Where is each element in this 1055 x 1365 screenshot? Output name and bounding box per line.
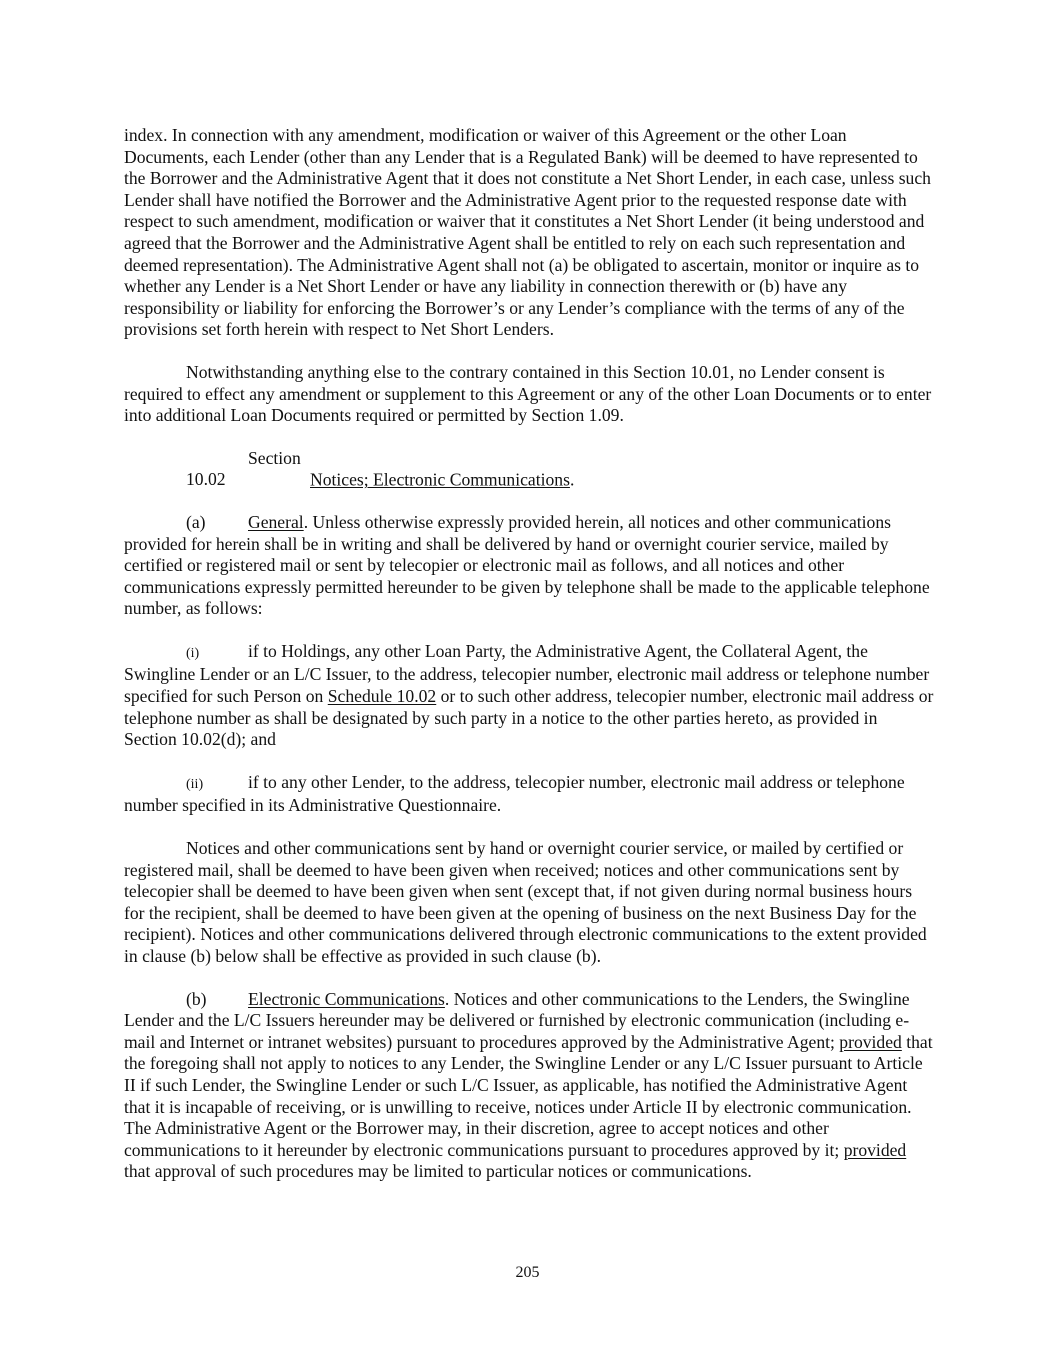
clause-label: (i) bbox=[186, 645, 200, 661]
provided-term-2: provided bbox=[843, 1139, 907, 1160]
paragraph-text: Notwithstanding anything else to the contrary contained in this Section 10.01, no Lender consent is required to effect any amendment or supplement to this Agreement or any of the other Loan Documents or to enter into additional Loan Documents required or permitted by Section 1.09. bbox=[124, 361, 932, 426]
section-number: Section 10.02 bbox=[186, 447, 301, 490]
paragraph-text: if to any other Lender, to the address, telecopier number, electronic mail address or telephone number specified in its Administrative Questionnaire. bbox=[124, 771, 905, 816]
paragraph-b-electronic bbox=[124, 989, 934, 1183]
paragraph-text-continued: that the foregoing shall not apply to notices to any Lender, the Swingline Lender or any L/C Issuer pursuant to Article II if such Lender, the Swingline Lender or such L/C Issuer, as applicable, has notified the Administrative Agent that it is incapable of receiving, or is unwilling to receive, notices under Article II by electronic communication. The Administrative Agent or the Borrower may, in their discretion, agree to accept notices and other communications to it hereunder by electronic communications pursuant to procedures approved by it; bbox=[124, 1031, 933, 1160]
paragraph-notices-delivery bbox=[124, 838, 934, 968]
paragraph-net-short-lender bbox=[124, 125, 934, 341]
paragraph-text: . Unless otherwise expressly provided herein, all notices and other communications provided for herein shall be in writing and shall be delivered by hand or overnight courier service, mailed by certified or registered mail or sent by telecopier or electronic mail as follows, and all notices and other communications expressly permitted hereunder to be given by telephone shall be made to the applicable telephone number, as follows: bbox=[124, 511, 930, 619]
paragraph-text: . Notices and other communications to the Lenders, the Swingline Lender and the L/C Issuers hereunder may be delivered or furnished by electronic communication (including e-mail and Internet or intranet websites) pursuant to procedures approved by the Administrative Agent; bbox=[124, 988, 910, 1052]
paragraph-text: index. In connection with any amendment, modification or waiver of this Agreement or the other Loan Documents, each Lender (other than any Lender that is a Regulated Bank) will be deemed to have represented to the Borrower and the Administrative Agent that it does not constitute a Net Short Lender, in each case, unless such Lender shall have notified the Borrower and the Administrative Agent prior to the requested response date with respect to such amendment, modification or waiver that it constitutes a Net Short Lender (it being understood and agreed that the Borrower and the Administrative Agent shall be entitled to rely on each such representation and deemed representation). The Administrative Agent shall not (a) be obligated to ascertain, monitor or inquire as to whether any Lender is a Net Short Lender or have any liability in connection therewith or (b) have any responsibility or liability for enforcing the Borrower’s or any Lender’s compliance with the terms of any of the provisions set forth herein with respect to Net Short Lenders. bbox=[124, 125, 931, 340]
page-number: 205 bbox=[515, 1264, 540, 1281]
paragraph-text: if to Holdings, any other Loan Party, the Administrative Agent, the Collateral Agent, the Swingline Lender or an L/C Issuer, to the address, telecopier number, electronic mail address or telephone number specified for such Person on bbox=[124, 640, 930, 707]
schedule-reference: Schedule 10.02 bbox=[327, 686, 437, 707]
paragraph-text: Notices and other communications sent by hand or overnight courier service, or mailed by certified or registered mail, shall be deemed to have been given when received; notices and other communications sent by telecopier shall be deemed to have been given when sent (except that, if not given during normal business hours for the recipient, shall be deemed to have been given at the opening of business on the next Business Day for the recipient). Notices and other communications delivered through electronic communications to the extent provided in clause (b) below shall be effective as provided in such clause (b). bbox=[124, 838, 927, 966]
provided-term: provided bbox=[839, 1031, 902, 1052]
paragraph-notwithstanding bbox=[124, 362, 934, 427]
paragraph-text-continued: or to such other address, telecopier number, electronic mail address or telephone number as shall be designated by such party in a notice to the other parties hereto, as provided in Section 10.02(d); and bbox=[124, 686, 934, 750]
clause-label: (ii) bbox=[186, 776, 204, 792]
paragraph-i bbox=[124, 641, 934, 751]
document-page bbox=[124, 125, 934, 1204]
section-title-end: . bbox=[569, 469, 575, 490]
clause-heading: Electronic Communications bbox=[248, 988, 445, 1009]
paragraph-text-end: that approval of such procedures may be limited to particular notices or communications. bbox=[124, 1161, 752, 1182]
section-heading bbox=[124, 448, 934, 491]
paragraph-ii bbox=[124, 772, 934, 817]
clause-label: (a) bbox=[186, 511, 206, 532]
clause-label: (b) bbox=[186, 988, 207, 1009]
paragraph-a-general bbox=[124, 512, 934, 620]
clause-heading: General bbox=[248, 511, 304, 532]
section-title: Notices; Electronic Communications bbox=[310, 469, 570, 490]
